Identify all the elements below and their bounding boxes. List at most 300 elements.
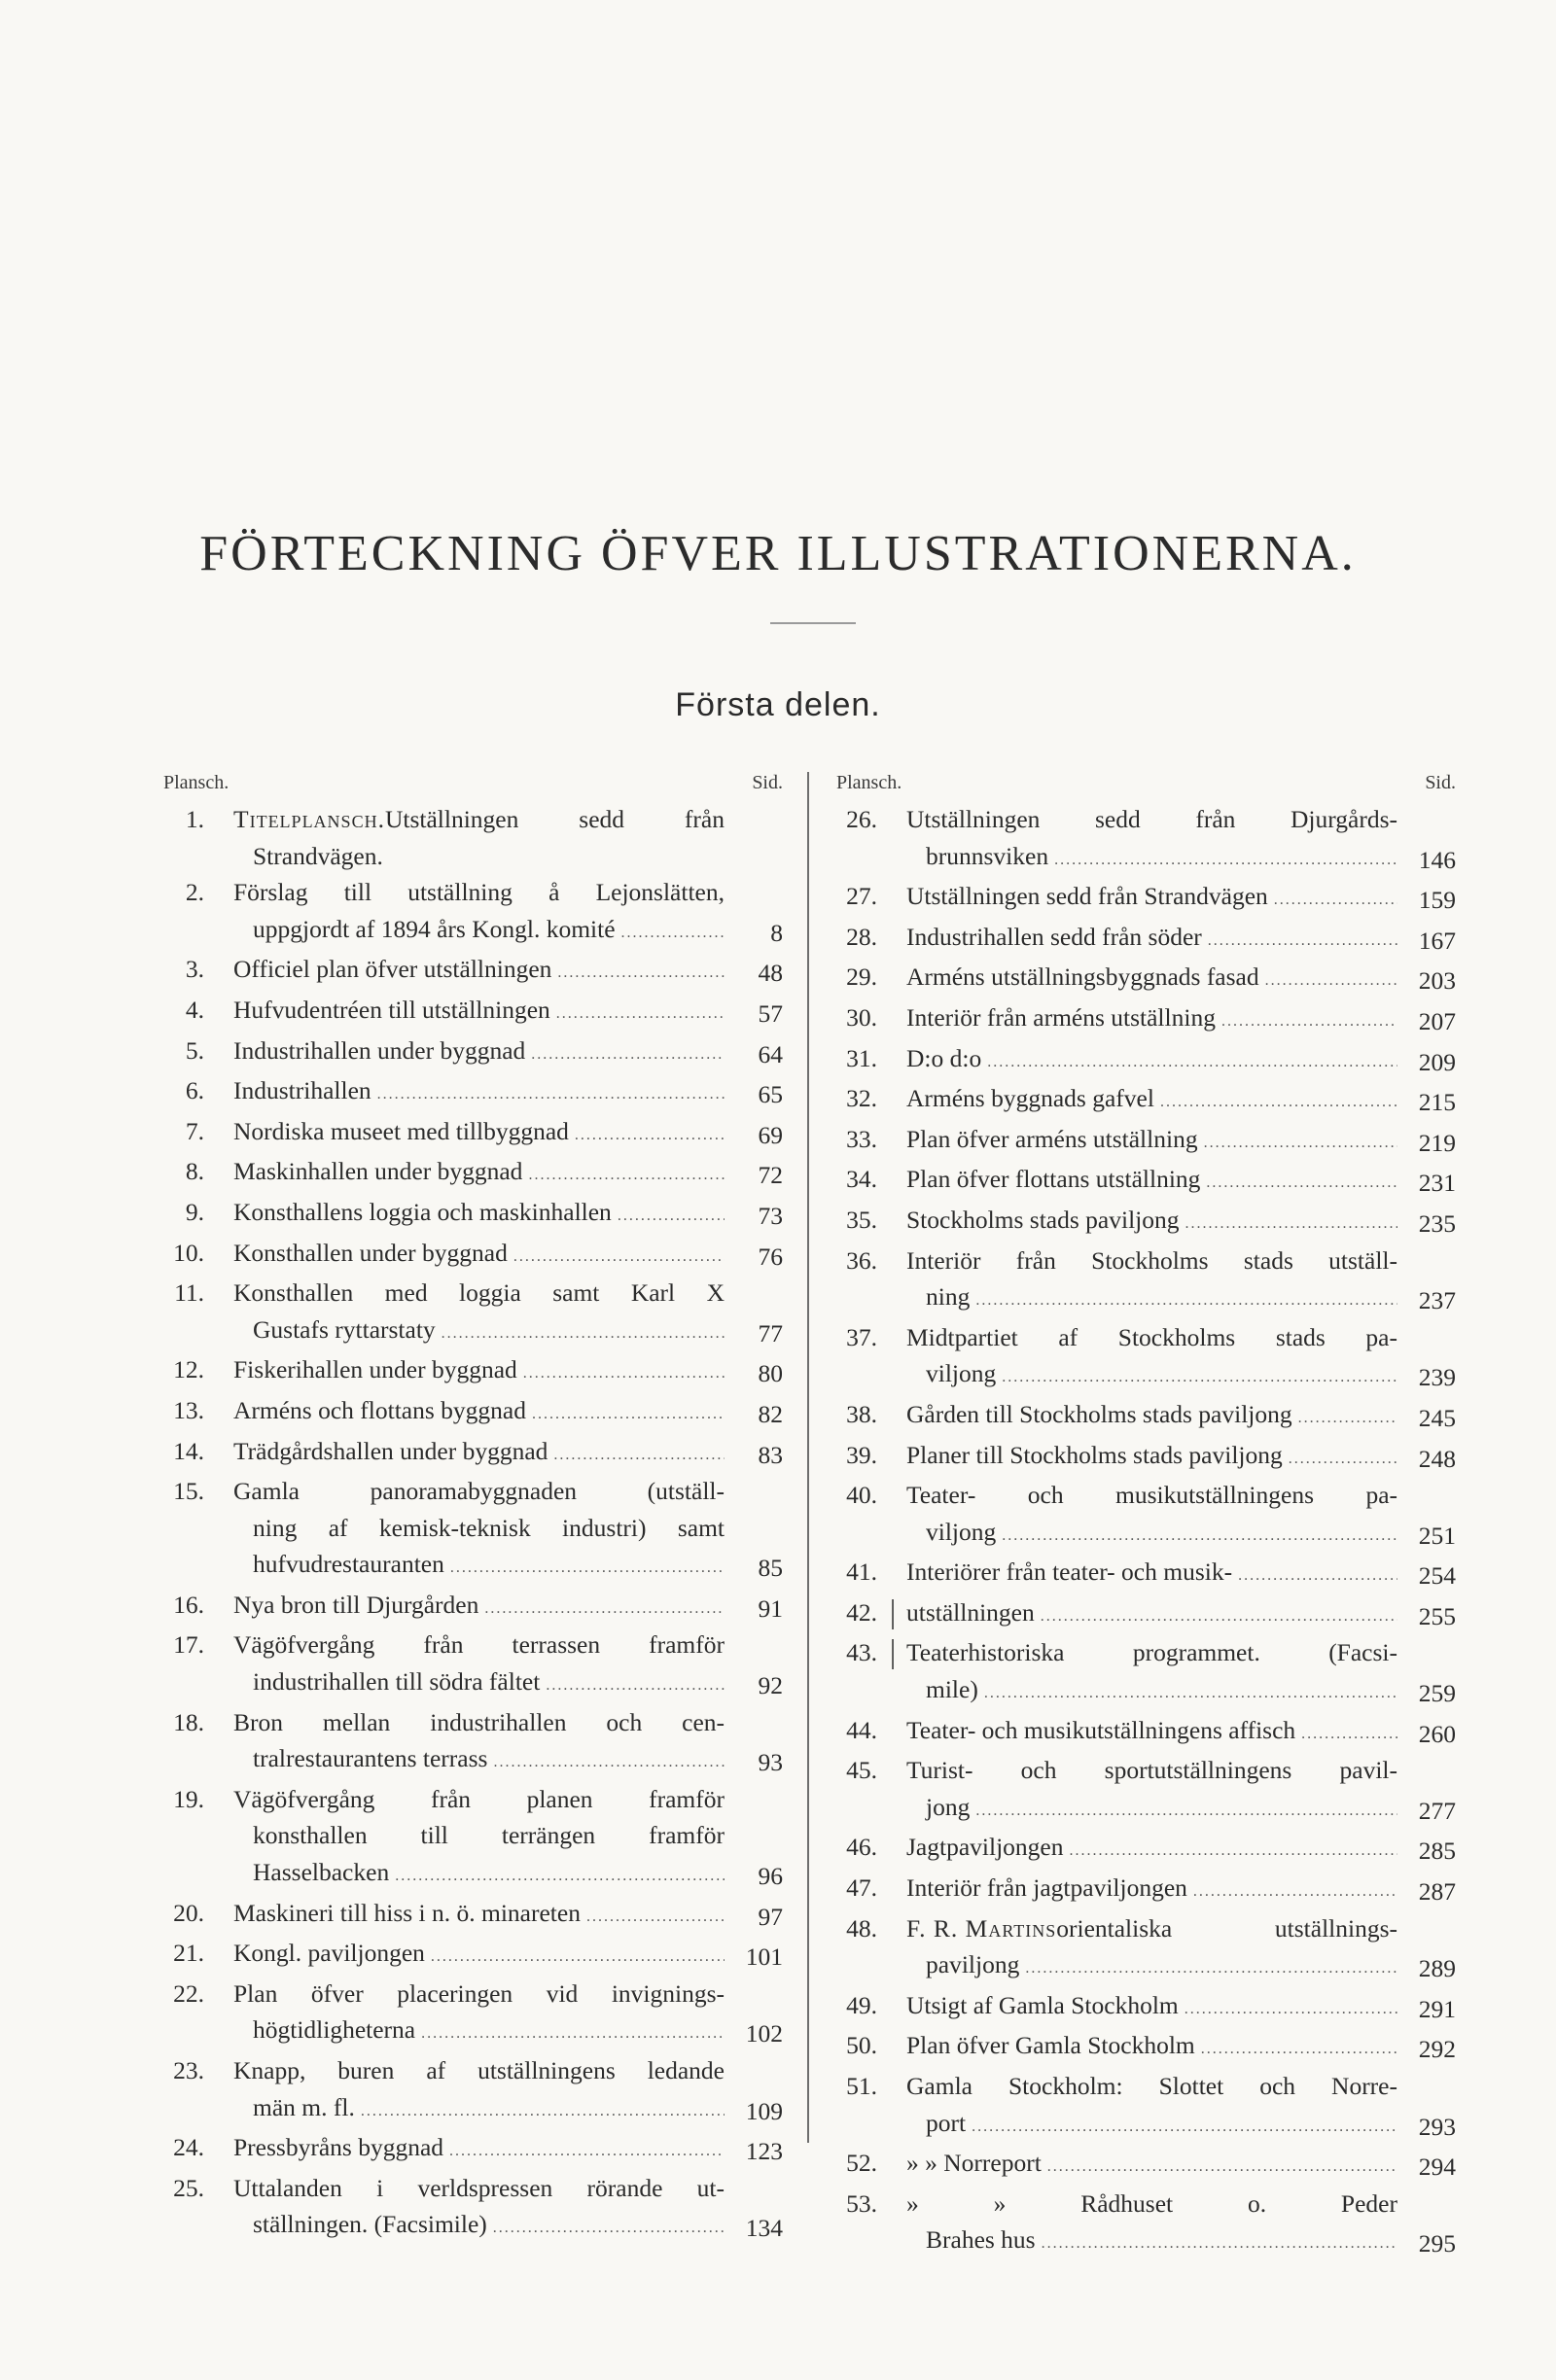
column-divider bbox=[807, 772, 809, 2143]
page-number: 8 bbox=[770, 918, 783, 947]
plate-number: 20. bbox=[173, 1898, 204, 1927]
dot-leader bbox=[449, 2133, 725, 2170]
plate-number: 5. bbox=[185, 1035, 204, 1065]
dot-leader bbox=[442, 1315, 725, 1352]
entry-line bbox=[233, 1704, 725, 1741]
dot-leader bbox=[1238, 1558, 1397, 1594]
entry-line bbox=[906, 1242, 1397, 1279]
entry-line bbox=[906, 2186, 1397, 2222]
index-entry bbox=[156, 2129, 783, 2170]
entry-line bbox=[233, 1546, 725, 1587]
dot-leader bbox=[1274, 882, 1397, 919]
index-entry bbox=[829, 1437, 1456, 1478]
entry-text: Interiör från Stockholms stads utställ- bbox=[906, 1245, 1397, 1275]
entry-line bbox=[906, 1789, 1397, 1830]
index-entry bbox=[829, 999, 1456, 1040]
plate-number: 19. bbox=[173, 1784, 204, 1813]
plate-number: 25. bbox=[173, 2173, 204, 2202]
index-entry bbox=[829, 1242, 1456, 1319]
index-entry bbox=[829, 1910, 1456, 1987]
entry-line bbox=[906, 1987, 1397, 2028]
page-number: 294 bbox=[1418, 2152, 1456, 2182]
entry-text: Fiskerihallen under byggnad bbox=[233, 1355, 517, 1384]
dot-leader bbox=[984, 1675, 1397, 1712]
entry-text: Teater- och musikutställningens pa- bbox=[906, 1481, 1397, 1510]
entry-line bbox=[906, 801, 1397, 838]
index-entry bbox=[156, 1392, 783, 1433]
dot-leader bbox=[377, 1076, 725, 1113]
index-entry bbox=[156, 1627, 783, 1703]
index-entry bbox=[156, 1275, 783, 1351]
plate-number: 21. bbox=[173, 1939, 204, 1968]
entry-line bbox=[906, 1477, 1397, 1514]
index-entry bbox=[156, 2052, 783, 2129]
entry-line bbox=[906, 1671, 1397, 1712]
entry-text: högtidligheterna bbox=[253, 2015, 416, 2045]
dot-leader bbox=[553, 1437, 725, 1474]
entry-text: Strandvägen. bbox=[253, 841, 383, 870]
dot-leader bbox=[1047, 2149, 1397, 2186]
index-entry bbox=[829, 1870, 1456, 1910]
page-number: 215 bbox=[1418, 1088, 1456, 1117]
index-entry bbox=[156, 1113, 783, 1154]
small-caps-text: Titelplansch. bbox=[233, 805, 385, 833]
page-number: 260 bbox=[1418, 1719, 1456, 1748]
entry-line bbox=[906, 838, 1397, 879]
page-number: 73 bbox=[758, 1201, 783, 1230]
entry-line bbox=[906, 1870, 1397, 1910]
page-number: 91 bbox=[758, 1593, 783, 1623]
dot-leader bbox=[361, 2093, 725, 2130]
entry-text: Turist- och sportutställningens pavil- bbox=[906, 1756, 1397, 1785]
plate-number: 32. bbox=[846, 1084, 877, 1113]
dot-leader bbox=[556, 996, 725, 1032]
index-entry bbox=[829, 1080, 1456, 1121]
index-entry bbox=[156, 1433, 783, 1474]
plate-number: 26. bbox=[846, 805, 877, 833]
page-number: 237 bbox=[1418, 1286, 1456, 1315]
entry-text: Knapp, buren af utställningens ledande bbox=[233, 2056, 725, 2084]
plate-number: 14. bbox=[173, 1436, 204, 1465]
dot-leader bbox=[1185, 1206, 1398, 1242]
entry-line bbox=[906, 1278, 1397, 1319]
plate-number: 51. bbox=[846, 2072, 877, 2100]
plate-number: 29. bbox=[846, 962, 877, 992]
entry-line bbox=[233, 1587, 725, 1628]
entry-text: män m. fl. bbox=[253, 2092, 355, 2121]
dot-leader bbox=[531, 1036, 725, 1073]
plate-number: 39. bbox=[846, 1440, 877, 1469]
entry-text: Maskinhallen under byggnad bbox=[233, 1157, 523, 1186]
entry-text: Bron mellan industrihallen och cen- bbox=[233, 1707, 725, 1736]
index-entry bbox=[156, 992, 783, 1032]
page-number: 245 bbox=[1418, 1403, 1456, 1432]
page-number: 83 bbox=[758, 1440, 783, 1469]
entry-line bbox=[233, 1072, 725, 1113]
entry-line bbox=[906, 1946, 1397, 1987]
entry-line bbox=[233, 874, 725, 911]
index-entry bbox=[829, 1477, 1456, 1554]
entry-line bbox=[233, 1392, 725, 1433]
plate-number: 8. bbox=[185, 1157, 204, 1186]
dot-leader bbox=[450, 1550, 725, 1587]
entry-text: Konsthallens loggia och maskinhallen bbox=[233, 1197, 612, 1226]
index-entry bbox=[829, 919, 1456, 960]
entry-line bbox=[233, 2052, 725, 2089]
plate-number: 27. bbox=[846, 882, 877, 911]
plate-header: Plansch. bbox=[836, 772, 902, 793]
plate-number: 4. bbox=[185, 995, 204, 1024]
entry-text: Teaterhistoriska programmet. (Facsi- bbox=[906, 1638, 1397, 1667]
entry-line bbox=[906, 1121, 1397, 1162]
entry-text: Officiel plan öfver utställningen bbox=[233, 955, 552, 984]
entry-line bbox=[906, 1396, 1397, 1437]
page-number: 289 bbox=[1418, 1954, 1456, 1983]
entry-line bbox=[233, 1976, 725, 2012]
dot-leader bbox=[431, 1939, 725, 1976]
page-number: 203 bbox=[1418, 966, 1456, 996]
plate-number: 24. bbox=[173, 2133, 204, 2162]
index-entry bbox=[829, 878, 1456, 919]
right-column bbox=[829, 772, 1456, 2262]
entry-line bbox=[233, 1627, 725, 1663]
page-number: 239 bbox=[1418, 1363, 1456, 1392]
plate-number: 30. bbox=[846, 1002, 877, 1032]
entry-text: industrihallen till södra fältet bbox=[253, 1667, 541, 1697]
entry-line bbox=[233, 1275, 725, 1312]
index-entry bbox=[156, 874, 783, 951]
plate-number: 36. bbox=[846, 1245, 877, 1275]
page-number: 259 bbox=[1418, 1679, 1456, 1708]
index-entry bbox=[156, 1351, 783, 1392]
dot-leader bbox=[557, 955, 725, 992]
page-number: 219 bbox=[1418, 1128, 1456, 1157]
dot-leader bbox=[1201, 2031, 1397, 2068]
page-number: 287 bbox=[1418, 1877, 1456, 1907]
entry-line bbox=[906, 1554, 1397, 1594]
index-entry bbox=[829, 2186, 1456, 2262]
page-number: 80 bbox=[758, 1359, 783, 1388]
dot-leader bbox=[1206, 1165, 1397, 1202]
index-entry bbox=[156, 1587, 783, 1628]
dot-leader bbox=[1221, 1003, 1397, 1040]
entry-line bbox=[906, 959, 1397, 999]
page-number: 57 bbox=[758, 998, 783, 1028]
column-header bbox=[156, 772, 783, 801]
page-number: 231 bbox=[1418, 1169, 1456, 1198]
entry-line bbox=[233, 1433, 725, 1474]
entry-text: Gamla panoramabyggnaden (utställ- bbox=[233, 1477, 725, 1506]
entry-line bbox=[906, 1319, 1397, 1356]
plate-number: 3. bbox=[185, 955, 204, 984]
index-entry bbox=[156, 2170, 783, 2247]
entry-text: Förslag till utställning å Lejonslätten, bbox=[233, 878, 725, 907]
dot-leader bbox=[987, 1044, 1397, 1081]
plate-number: 9. bbox=[185, 1197, 204, 1226]
entry-text: port bbox=[926, 2108, 967, 2137]
plate-number: 11. bbox=[174, 1278, 204, 1308]
entry-text: Utsigt af Gamla Stockholm bbox=[906, 1990, 1179, 2019]
entry-text: Utställningen sedd från bbox=[384, 805, 725, 833]
page-number: 109 bbox=[745, 2096, 783, 2125]
page-number: 102 bbox=[745, 2019, 783, 2048]
entry-line bbox=[906, 1080, 1397, 1121]
dot-leader bbox=[1289, 1441, 1397, 1478]
dot-leader bbox=[975, 1282, 1397, 1319]
entry-line bbox=[906, 2105, 1397, 2146]
entry-line bbox=[233, 1740, 725, 1781]
plate-number: 1. bbox=[185, 805, 204, 833]
page-number: 159 bbox=[1418, 886, 1456, 915]
entry-line bbox=[233, 1113, 725, 1154]
dot-leader bbox=[1069, 1833, 1397, 1870]
entry-line bbox=[233, 951, 725, 992]
plate-number: 44. bbox=[846, 1715, 877, 1744]
page-number: 167 bbox=[1418, 926, 1456, 955]
entry-text: Gården till Stockholms stads paviljong bbox=[906, 1399, 1292, 1428]
plate-number: 13. bbox=[173, 1395, 204, 1424]
plate-number: 37. bbox=[846, 1322, 877, 1351]
entry-line bbox=[233, 1032, 725, 1073]
index-entry bbox=[829, 1987, 1456, 2028]
entry-text: Interiörer från teater- och musik- bbox=[906, 1558, 1233, 1587]
entry-text: Industrihallen under byggnad bbox=[233, 1035, 526, 1065]
dot-leader bbox=[1041, 1598, 1397, 1635]
index-entry bbox=[829, 959, 1456, 999]
dot-leader bbox=[1301, 1716, 1397, 1753]
entry-text: Konsthallen under byggnad bbox=[233, 1238, 508, 1267]
entry-line bbox=[906, 2027, 1397, 2068]
plate-number: 34. bbox=[846, 1165, 877, 1194]
index-entry bbox=[156, 801, 783, 874]
entry-text: Interiör från jagtpaviljongen bbox=[906, 1873, 1187, 1903]
entry-line bbox=[233, 1781, 725, 1818]
index-entry bbox=[156, 1153, 783, 1194]
entry-line bbox=[233, 1194, 725, 1235]
entry-line bbox=[233, 1854, 725, 1895]
section-subtitle: Första delen. bbox=[675, 686, 881, 723]
entry-line bbox=[906, 2068, 1397, 2105]
entry-text: brunnsviken bbox=[926, 841, 1049, 870]
dot-leader bbox=[972, 2109, 1397, 2146]
plate-number: 52. bbox=[846, 2149, 877, 2178]
plate-header: Plansch. bbox=[163, 772, 230, 793]
dot-leader bbox=[575, 1117, 725, 1154]
dot-leader bbox=[395, 1858, 725, 1895]
entry-line bbox=[233, 1817, 725, 1854]
entry-line bbox=[233, 992, 725, 1032]
entry-line bbox=[233, 1235, 725, 1276]
page-number: 134 bbox=[745, 2214, 783, 2243]
index-entry bbox=[829, 2145, 1456, 2186]
page-number: 295 bbox=[1418, 2229, 1456, 2258]
entry-line bbox=[906, 1634, 1397, 1671]
entry-line bbox=[906, 1437, 1397, 1478]
dot-leader bbox=[513, 1239, 725, 1276]
dot-leader bbox=[1160, 1084, 1397, 1121]
index-entry bbox=[829, 2027, 1456, 2068]
entry-text: Plan öfver Gamla Stockholm bbox=[906, 2031, 1195, 2060]
plate-number: 38. bbox=[846, 1399, 877, 1428]
plate-number: 23. bbox=[173, 2056, 204, 2084]
page-number: 48 bbox=[758, 959, 783, 988]
entry-line bbox=[233, 1351, 725, 1392]
entry-text: Nya bron till Djurgården bbox=[233, 1590, 479, 1619]
page-number: 65 bbox=[758, 1080, 783, 1109]
index-entry bbox=[829, 1202, 1456, 1242]
entry-text: ning bbox=[926, 1282, 971, 1312]
entry-line bbox=[906, 919, 1397, 960]
plate-number: 43. bbox=[846, 1638, 877, 1667]
entry-text: Kongl. paviljongen bbox=[233, 1939, 425, 1968]
plate-number: 40. bbox=[846, 1481, 877, 1510]
entry-text: Interiör från arméns utställning bbox=[906, 1002, 1216, 1032]
entry-line bbox=[906, 1202, 1397, 1242]
entry-text: Plan öfver flottans utställning bbox=[906, 1165, 1201, 1194]
entry-line bbox=[233, 1153, 725, 1194]
entry-text: paviljong bbox=[926, 1950, 1020, 1979]
entry-line bbox=[233, 1510, 725, 1547]
entry-line bbox=[233, 2089, 725, 2130]
entry-text: Arméns byggnads gafvel bbox=[906, 1084, 1154, 1113]
plate-number: 50. bbox=[846, 2031, 877, 2060]
entry-text: Plan öfver arméns utställning bbox=[906, 1124, 1198, 1153]
page-number: 64 bbox=[758, 1039, 783, 1068]
plate-number: 18. bbox=[173, 1707, 204, 1736]
entry-text: jong bbox=[926, 1792, 971, 1821]
index-entry bbox=[156, 1935, 783, 1976]
small-caps-text: F. R. Martins bbox=[906, 1913, 1057, 1942]
entry-text: mile) bbox=[926, 1675, 978, 1704]
entry-line bbox=[233, 911, 725, 952]
dot-leader bbox=[618, 1198, 725, 1235]
page-number: 251 bbox=[1418, 1521, 1456, 1550]
entry-text: Pressbyråns byggnad bbox=[233, 2133, 444, 2162]
plate-number: 6. bbox=[185, 1076, 204, 1105]
entry-text: Nordiska museet med tillbyggnad bbox=[233, 1116, 569, 1145]
entry-text: Teater- och musikutställningens affisch bbox=[906, 1715, 1296, 1744]
dot-leader bbox=[1193, 1873, 1397, 1910]
dot-leader bbox=[1204, 1125, 1397, 1162]
entry-line bbox=[233, 1895, 725, 1936]
entry-line bbox=[233, 2129, 725, 2170]
index-entry bbox=[829, 1121, 1456, 1162]
page-number: 285 bbox=[1418, 1837, 1456, 1866]
entry-text: » » Rådhuset o. Peder bbox=[906, 2188, 1397, 2218]
page-number: 77 bbox=[758, 1318, 783, 1348]
dot-leader bbox=[546, 1667, 725, 1704]
page-title: FÖRTECKNING ÖFVER ILLUSTRATIONERNA. bbox=[199, 526, 1357, 581]
index-entry bbox=[156, 1895, 783, 1936]
entry-list bbox=[156, 801, 783, 2247]
index-entry bbox=[829, 801, 1456, 878]
index-entry bbox=[156, 1781, 783, 1895]
page-number: 209 bbox=[1418, 1047, 1456, 1076]
plate-number: 35. bbox=[846, 1205, 877, 1234]
entry-line bbox=[906, 1355, 1397, 1396]
plate-number: 48. bbox=[846, 1913, 877, 1942]
entry-text: orientaliska utställnings- bbox=[1056, 1913, 1397, 1942]
dot-leader bbox=[975, 1793, 1397, 1830]
page-number: 82 bbox=[758, 1399, 783, 1428]
entry-text: konsthallen till terrängen framför bbox=[253, 1821, 725, 1850]
plate-number: 16. bbox=[173, 1590, 204, 1619]
entry-text: Uttalanden i verldspressen rörande ut- bbox=[233, 2173, 725, 2202]
plate-number: 2. bbox=[185, 878, 204, 907]
entry-text: Jagtpaviljongen bbox=[906, 1833, 1064, 1862]
entry-text: Plan öfver placeringen vid invignings- bbox=[233, 1978, 725, 2008]
index-entry bbox=[829, 1396, 1456, 1437]
plate-number: 33. bbox=[846, 1124, 877, 1153]
plate-number: 7. bbox=[185, 1116, 204, 1145]
entry-text: Konsthallen med loggia samt Karl X bbox=[233, 1278, 725, 1308]
entry-text: Arméns och flottans byggnad bbox=[233, 1395, 526, 1424]
entry-line bbox=[906, 2222, 1397, 2262]
entry-line bbox=[906, 1712, 1397, 1753]
entry-line bbox=[906, 1514, 1397, 1555]
index-entry bbox=[156, 1194, 783, 1235]
entry-text: viljong bbox=[926, 1359, 997, 1388]
page-header: Sid. bbox=[1425, 772, 1456, 793]
page-number: 76 bbox=[758, 1242, 783, 1271]
index-entry bbox=[829, 2068, 1456, 2145]
plate-number: 41. bbox=[846, 1558, 877, 1587]
page-number: 85 bbox=[758, 1554, 783, 1583]
dot-leader bbox=[421, 2015, 725, 2052]
dot-leader bbox=[1265, 962, 1397, 999]
entry-line bbox=[906, 999, 1397, 1040]
page-number: 293 bbox=[1418, 2112, 1456, 2141]
page-number: 69 bbox=[758, 1120, 783, 1149]
page-number: 255 bbox=[1418, 1601, 1456, 1630]
plate-number: 45. bbox=[846, 1756, 877, 1785]
page-number: 146 bbox=[1418, 845, 1456, 874]
entry-list bbox=[829, 801, 1456, 2262]
dot-leader bbox=[621, 915, 725, 952]
entry-text: Utställningen sedd från Strandvägen bbox=[906, 882, 1268, 911]
entry-line bbox=[233, 1473, 725, 1510]
entry-text: Arméns utställningsbyggnads fasad bbox=[906, 962, 1259, 992]
dot-leader bbox=[523, 1355, 725, 1392]
dot-leader bbox=[1054, 842, 1397, 879]
index-entry bbox=[829, 1634, 1456, 1711]
page-number: 248 bbox=[1418, 1444, 1456, 1473]
entry-line bbox=[233, 1663, 725, 1704]
entry-text: Stockholms stads paviljong bbox=[906, 1205, 1180, 1234]
page-number: 123 bbox=[745, 2137, 783, 2166]
page-number: 291 bbox=[1418, 1994, 1456, 2023]
entry-line bbox=[906, 1910, 1397, 1947]
plate-number: 17. bbox=[173, 1630, 204, 1660]
entry-text: D:o d:o bbox=[906, 1043, 982, 1072]
page-number: 101 bbox=[745, 1942, 783, 1972]
dot-leader bbox=[1002, 1359, 1397, 1396]
entry-line bbox=[906, 1161, 1397, 1202]
entry-line bbox=[906, 2145, 1397, 2186]
page-number: 92 bbox=[758, 1671, 783, 1700]
column-header bbox=[829, 772, 1456, 801]
title-rule bbox=[770, 622, 856, 624]
entry-text: tralrestaurantens terrass bbox=[253, 1744, 488, 1773]
entry-text: Gustafs ryttarstaty bbox=[253, 1314, 436, 1344]
plate-number: 22. bbox=[173, 1978, 204, 2008]
entry-text: Trädgårdshallen under byggnad bbox=[233, 1436, 548, 1465]
index-entry bbox=[156, 951, 783, 992]
entry-text: Maskineri till hiss i n. ö. minareten bbox=[233, 1898, 581, 1927]
entry-text: utställningen bbox=[906, 1597, 1035, 1627]
entry-text: Midtpartiet af Stockholms stads pa- bbox=[906, 1322, 1397, 1351]
plate-number: 42. bbox=[846, 1597, 877, 1627]
